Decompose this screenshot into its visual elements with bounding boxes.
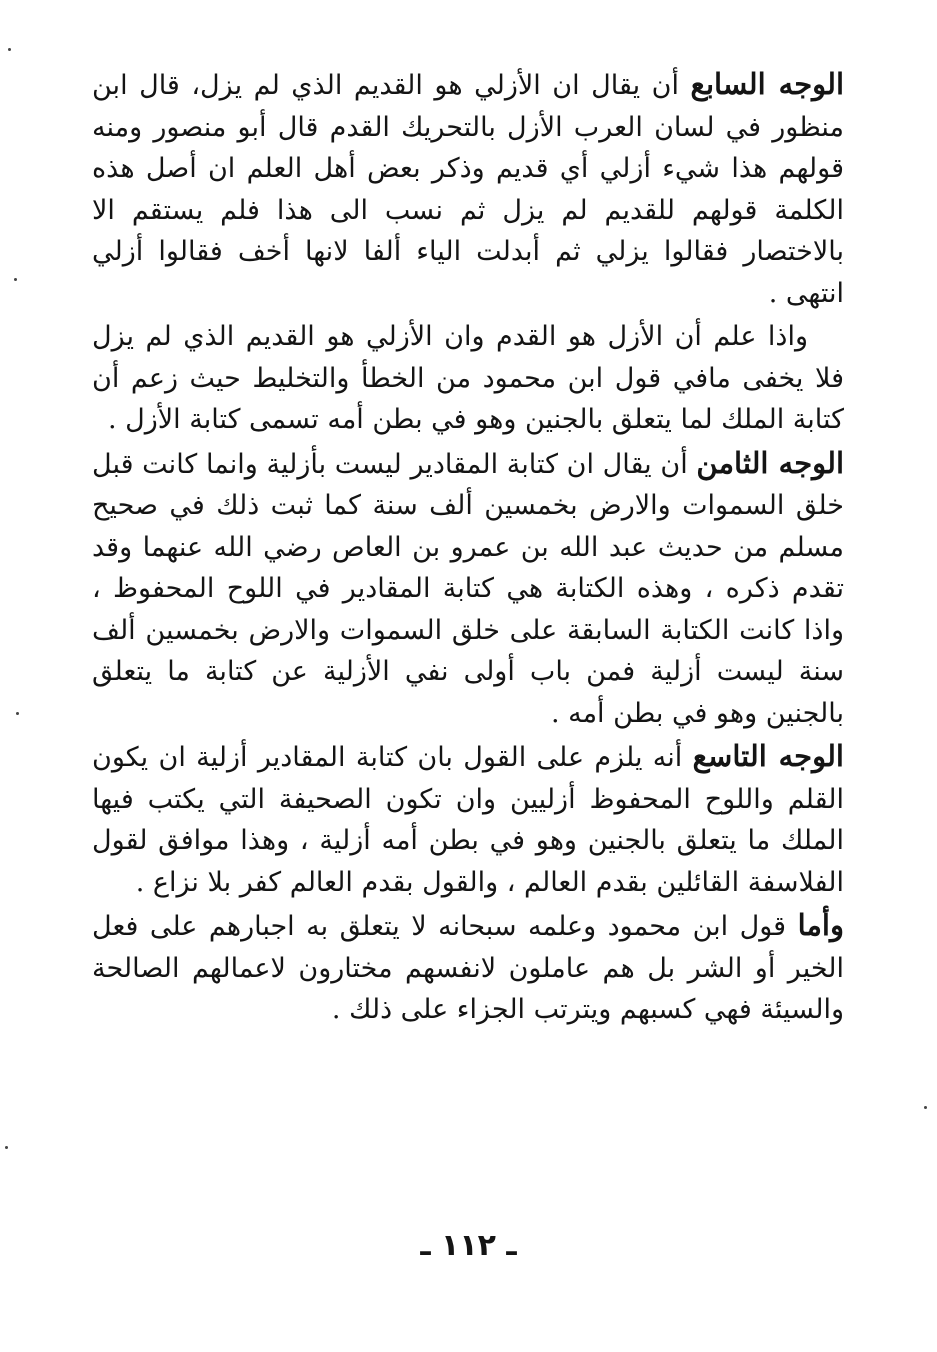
paragraph-text: واذا علم أن الأزل هو القدم وان الأزلي هو القديم الذي لم يزل فلا يخفى مافي قول ابن محمود من الخطأ والتخليط حيث زعم أن كتابة الملك لما يتعلق بالجنين وهو في بطن أمه تسمى كتابة الأزل .	[92, 321, 844, 435]
paragraph-lead: الوجه السابع	[690, 67, 844, 101]
scan-speck	[924, 1106, 927, 1109]
paragraph-seventh-aspect	[92, 64, 844, 314]
scan-speck	[5, 1146, 8, 1149]
paragraph-text: أنه يلزم على القول بان كتابة المقادير أزلية ان يكون القلم واللوح المحفوظ أزليين وان تكون الصحيفة التي يكتب فيها الملك ما يتعلق بالجنين وهو في بطن أمه أزلية ، وهذا موافق لقول الفلاسفة القائلين بقدم العالم ، والقول بقدم العالم كفر بلا نزاع .	[92, 742, 844, 898]
scan-speck	[14, 278, 17, 281]
scan-speck	[16, 712, 19, 715]
paragraph-ninth-aspect	[92, 736, 844, 903]
paragraph-eighth-aspect	[92, 443, 844, 735]
paragraph-lead: الوجه التاسع	[692, 739, 844, 773]
paragraph-closing	[92, 905, 844, 1031]
paragraph-text: قول ابن محمود وعلمه سبحانه لا يتعلق به اجبارهم على فعل الخير أو الشر بل هم عاملون لانفسهم مختارون لاعمالهم الصالحة والسيئة فهي كسبهم ويترتب الجزاء على ذلك .	[92, 911, 844, 1025]
page-number: ـ ١١٢ ـ	[420, 1228, 517, 1263]
paragraph-text: أن يقال ان الأزلي هو القديم الذي لم يزل، قال ابن منظور في لسان العرب الأزل بالتحريك القدم قال أبو منصور ومنه قولهم هذا شيء أزلي أي قديم وذكر بعض أهل العلم ان أصل هذه الكلمة قولهم للقديم لم يزل ثم نسب الى هذا فلم يستقم الا بالاختصار فقالوا يزلي ثم أبدلت الياء ألفا لانها أخف فقالوا أزلي انتهى .	[92, 70, 844, 309]
scan-speck	[8, 48, 11, 51]
page-body	[92, 64, 844, 1031]
paragraph-conclusion-azal	[92, 316, 844, 441]
paragraph-lead: وأما	[797, 908, 844, 942]
paragraph-lead: الوجه الثامن	[696, 445, 844, 480]
paragraph-text: أن يقال ان كتابة المقادير ليست بأزلية وانما كانت قبل خلق السموات والارض بخمسين ألف سنة كما ثبت ذلك في صحيح مسلم من حديث عبد الله بن عمرو بن العاص رضي الله عنهما وقد تقدم ذكره ، وهذه الكتابة هي كتابة المقادير في اللوح المحفوظ ، واذا كانت الكتابة السابقة على خلق السموات والارض بخمسين ألف سنة ليست أزلية فمن باب أولى نفي الأزلية عن كتابة ما يتعلق بالجنين وهو في بطن أمه .	[92, 448, 844, 729]
